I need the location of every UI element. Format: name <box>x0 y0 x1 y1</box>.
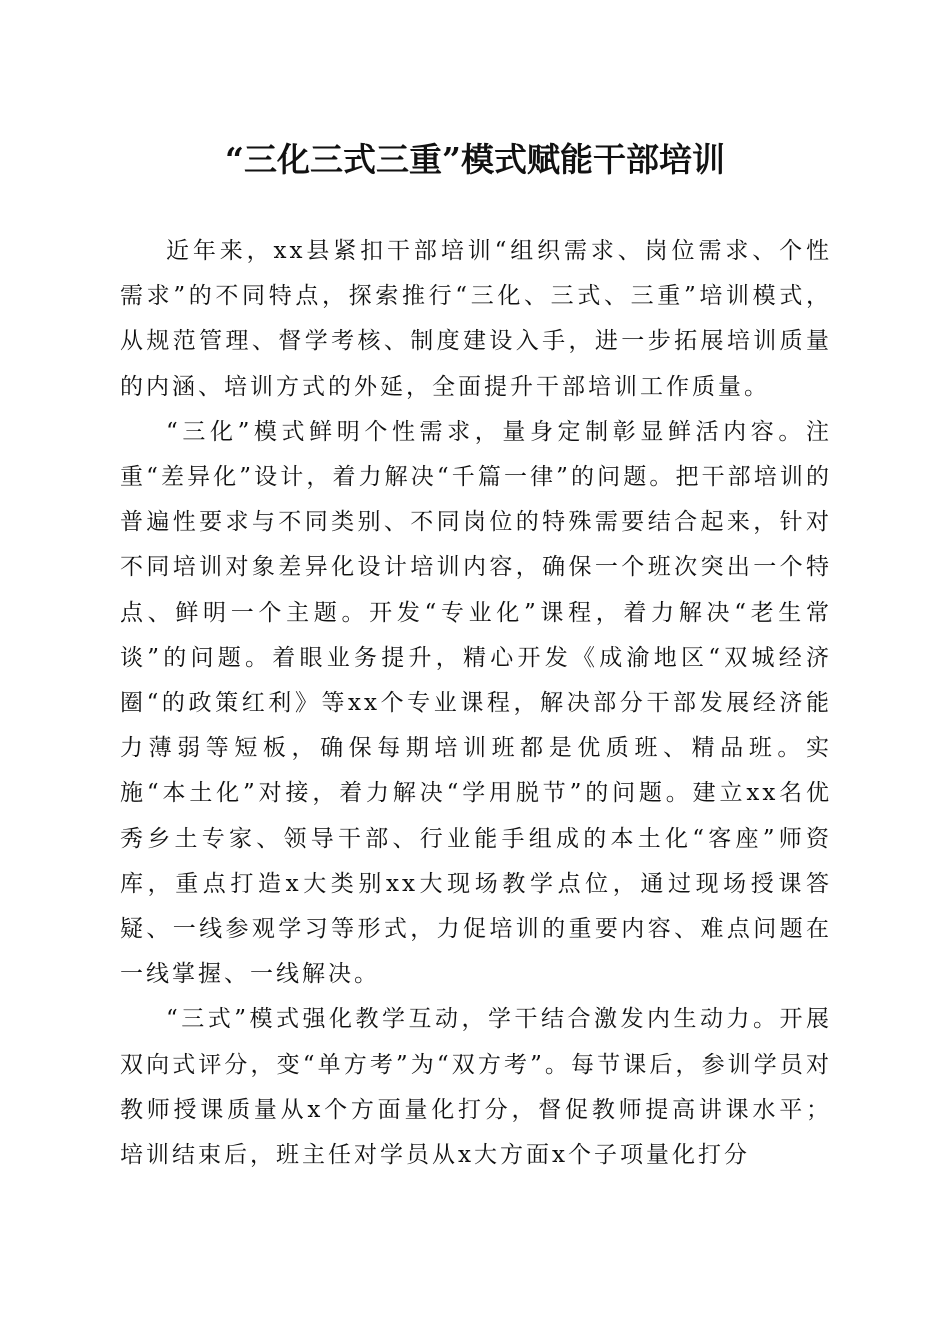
paragraph-sanshi: “三式”模式强化教学互动，学干结合激发内生动力。开展双向式评分，变“单方考”为“双方考”。每节课后，参训学员对教师授课质量从x个方面量化打分，督促教师提高讲课水平；培训结束后，班主任对学员从x大方面x个子项量化打分 <box>120 1006 832 1169</box>
paragraph-sanhua: “三化”模式鲜明个性需求，量身定制彰显鲜活内容。注重“差异化”设计，着力解决“千篇一律”的问题。把干部培训的普遍性要求与不同类别、不同岗位的特殊需要结合起来，针对不同培训对象差异化设计培训内容，确保一个班次突出一个特点、鲜明一个主题。开发“专业化”课程，着力解决“老生常谈”的问题。着眼业务提升，精心开发《成渝地区“双城经济圈“的政策红利》等xx个专业课程，解决部分干部发展经济能力薄弱等短板，确保每期培训班都是优质班、精品班。实施“本土化”对接，着力解决“学用脱节”的问题。建立xx名优秀乡土专家、领导干部、行业能手组成的本土化“客座”师资库，重点打造x大类别xx大现场教学点位，通过现场授课答疑、一线参观学习等形式，力促培训的重要内容、难点问题在一线掌握、一线解决。 <box>120 418 832 988</box>
document-title: “三化三式三重”模式赋能干部培训 <box>225 140 725 179</box>
document-body <box>120 229 832 1178</box>
paragraph-intro: 近年来，xx县紧扣干部培训“组织需求、岗位需求、个性需求”的不同特点，探索推行“三化、三式、三重”培训模式，从规范管理、督学考核、制度建设入手，进一步拓展培训质量的内涵、培训方式的外延，全面提升干部培训工作质量。 <box>120 238 832 400</box>
